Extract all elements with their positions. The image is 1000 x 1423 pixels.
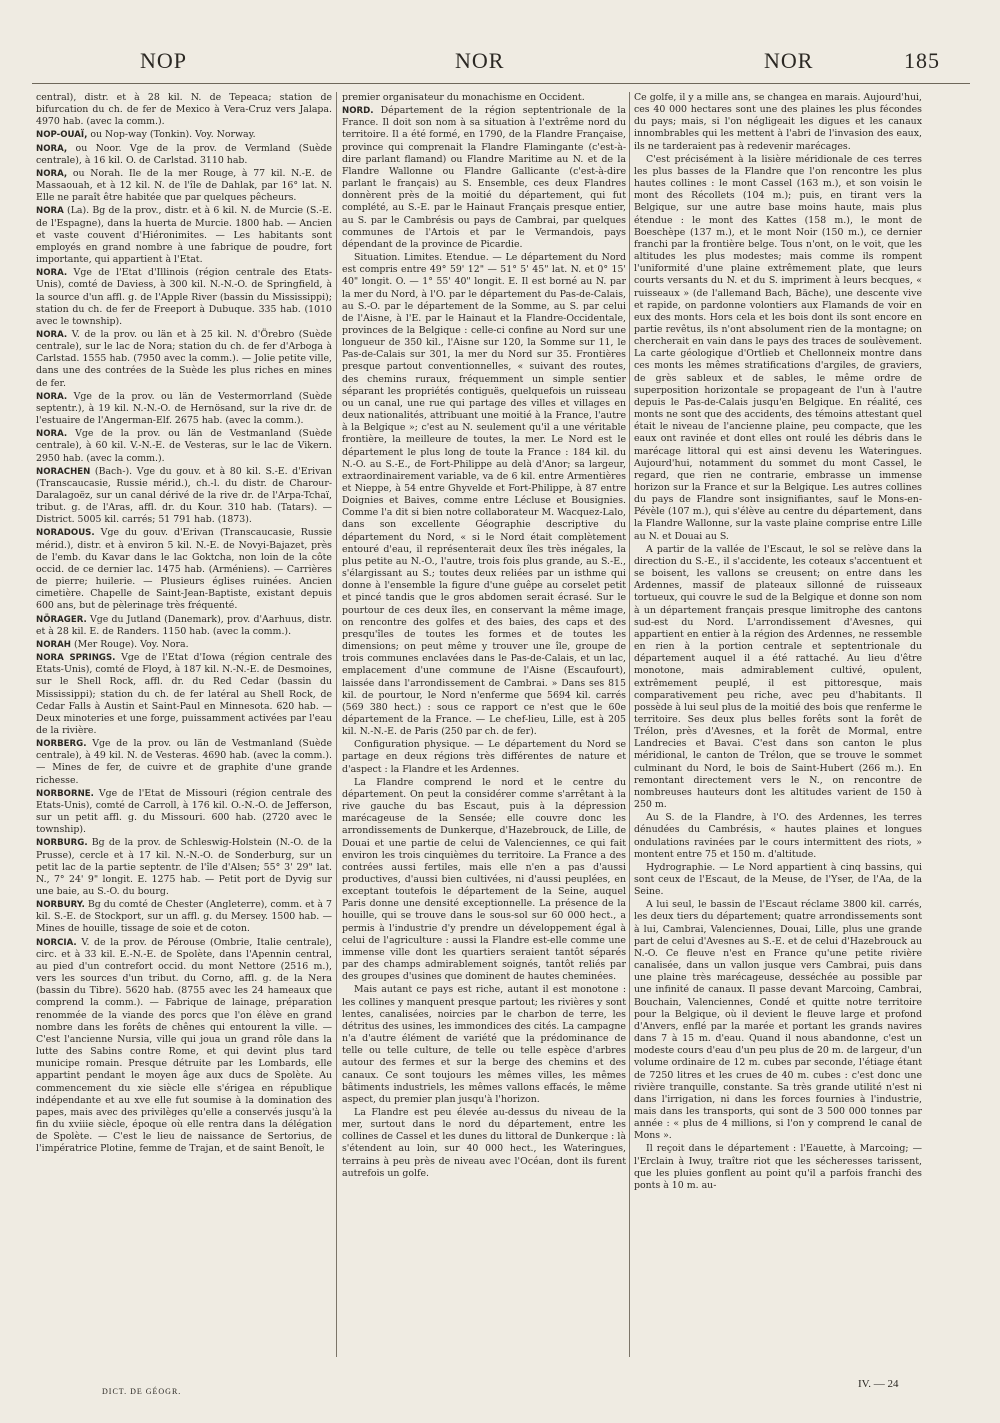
dictionary-entry bbox=[36, 899, 332, 935]
running-header bbox=[0, 48, 1000, 78]
entry-text: Département de la région septentrionale de la France. Il doit son nom à sa situation à l'extrême nord du territoire. Il a été formé, en 1790, de la Flandre Française, province qui comprenait la Flandre Flamingante (c'est-à-dire parlant flamand) ou Flandre Maritime au N. et de la Flandre Wallonne ou Flandre Gallicante (c'est-à-dire parlant le français) au S. Ensemble, ces deux Flandres donnèrent près de la moitié du département, qui fut complété, au S.-E. par le Hainaut Français presque entier, au S. par le Cambrésis ou pays de Cambrai, par quelques communes de l'Artois et par le Vermandois, pays dépendant de la province de Picardie. bbox=[342, 105, 626, 250]
dictionary-entry bbox=[634, 154, 922, 543]
dictionary-entry bbox=[36, 391, 332, 427]
dictionary-entry bbox=[36, 92, 332, 128]
entry-text: Ce golfe, il y a mille ans, se changea en marais. Aujourd'hui, ces 40 000 hectares sont une des plaines les plus fécondes du pays; mais, si l'on négligeait les digues et les canaux innombrables qui les mettent à l'abri de l'invasion des eaux, ils ne tarderaient pas à redevenir marécages. bbox=[634, 92, 922, 152]
header-rule bbox=[32, 83, 970, 84]
dictionary-entry bbox=[634, 899, 922, 1142]
dictionary-entry bbox=[634, 544, 922, 811]
dictionary-entry bbox=[342, 105, 626, 251]
entry-headword: NÖRAGER. bbox=[36, 614, 87, 625]
dictionary-entry bbox=[36, 788, 332, 837]
entry-text: Vge du gouv. d'Erivan (Transcaucasie, Russie mérid.), distr. et à environ 5 kil. N.-E. de Novyi-Bajazet, près de l'emb. du Kavar dans le lac Goktcha, non loin de la côte occid. de ce dernier lac. 1475 hab. (Arméniens). — Carrières de pierre; huilerie. — Plusieurs églises ruinées. Ancien cimetière. Chapelle de Saint-Jean-Baptiste, existant depuis 600 ans, but de pèlerinage très fréquenté. bbox=[36, 527, 332, 612]
dictionary-entry bbox=[634, 1143, 922, 1192]
dictionary-entry bbox=[36, 937, 332, 1156]
dictionary-entry bbox=[342, 252, 626, 738]
entry-headword: NORBORNE. bbox=[36, 788, 94, 799]
dictionary-entry bbox=[36, 639, 332, 651]
entry-text: V. de la prov. de Pérouse (Ombrie, Italie centrale), circ. et à 33 kil. E.-N.-E. de Spolète, dans l'Apennin central, au pied d'un contrefort occid. du mont Nettore (2516 m.), vers les sources d'un tribut. du Corno, affl. g. de la Nera (bassin du Tibre). 5620 hab. (8755 avec les 24 hameaux que comprend la comm.). — Fabrique de lainage, préparation renommée de la viande des porcs que l'on élève en grand nombre dans les forêts de chênes qui entourent la ville. — C'est l'ancienne Nursia, ville qui joua un grand rôle dans la lutte des Sabins contre Rome, et qui devint plus tard municipe romain. Presque détruite par les Lombards, elle appartint pendant le moyen âge aux ducs de Spolète. Au commencement du xie siècle elle s'érigea en république indépendante et au xve elle fut soumise à la domination des papes, mais avec des privilèges qu'elle a conservés jusqu'à la fin du xviiie siècle, époque où elle rentra dans la délégation de Spolète. — C'est le lieu de naissance de Sertorius, de l'impératrice Plotine, femme de Trajan, et de saint Benoît, le bbox=[36, 936, 332, 1155]
dictionary-entry bbox=[634, 92, 922, 153]
header-right: NOR bbox=[764, 48, 814, 73]
entry-text: Il reçoit dans le département : l'Eauette, à Marcoing; — l'Erclain à Iwuy, traître riot que les sécheresses tarissent, que les pluies gonflent au point qu'il a parfois franchi des ponts à 10 m. au- bbox=[634, 1143, 922, 1191]
entry-text: Au S. de la Flandre, à l'O. des Ardennes, les terres dénudées du Cambrésis, « hautes plaines et longues ondulations ravinées par le cours intermittent des riots, » montent entre 75 et 150 m. d'altitude. bbox=[634, 812, 922, 860]
entry-headword: NORA, bbox=[36, 168, 68, 179]
entry-text: C'est précisément à la lisière méridionale de ces terres les plus basses de la Flandre que l'on rencontre les plus hautes collines : le mont Cassel (163 m.), et son voisin le mont des Récollets (104 m.); puis, en tirant vers la Belgique, sur une autre base moins haute, mais plus étendue : le mont des Kattes (158 m.), le mont de Boeschèpe (137 m.), et le mont Noir (150 m.), ce dernier franchi par la frontière belge. Tous n'ont, on le voit, que les altitudes les plus modestes; mais comme ils rompent l'uniformité d'une plaine extrêmement plate, que leurs courts versants du N. et du S. impriment à leurs becques, « ruisseaux » (de l'allemand Bach, Bäche), une descente vive et rapide, on pardonne volontiers aux Flamands de voir en eux des monts. Hors cela et les bois dont ils sont encore en partie revêtus, ils n'ont absolument rien de la montagne; on chercherait en vain dans le pays des traces de soulèvement. La carte géologique d'Ortlieb et Chellonneix montre dans ces monts les mêmes stratifications d'argiles, de graviers, de grès sableux et de sables, le même ordre de superposition horizontale se propageant de l'un à l'autre depuis le Pas-de-Calais jusqu'en Belgique. En réalité, ces monts ne sont que des accidents, des témoins attestant quel était le niveau de l'ancienne plaine, peu compacte, que les eaux ont ravinée et dont elles ont roulé les débris dans le marécage littoral qui est ainsi devenu les Wateringues. Aujourd'hui, notamment du sommet du mont Cassel, le regard, que rien ne contrarie, embrasse un immense horizon sur la France et sur la Belgique. Les autres collines du pays de Flandre sont insignifiantes, sauf le Mons-en-Pévèle (107 m.), qui s'élève au centre du département, dans la Flandre Wallonne, sur la vaste plaine comprise entre Lille au N. et Douai au S. bbox=[634, 153, 922, 542]
entry-text: premier organisateur du monachisme en Occident. bbox=[342, 92, 585, 103]
page-number: 185 bbox=[904, 48, 940, 73]
entry-headword: NORA, bbox=[36, 143, 68, 154]
dictionary-entry bbox=[342, 984, 626, 1106]
dictionary-entry bbox=[36, 168, 332, 204]
entry-text: A partir de la vallée de l'Escaut, le sol se relève dans la direction du S.-E., il s'accidente, les coteaux s'accentuent et se boisent, les vallons se creusent; on entre dans les Ardennes, massif de plateaux sillonné de ruisseaux tortueux, qui couvre le sud de la Belgique et donne son nom à un département français presque limitrophe des cantons sud-est du Nord. L'arrondissement d'Avesnes, qui appartient en entier à la région des Ardennes, ne ressemble en rien à la portion centrale et septentrionale du département auquel il a été rattaché. Au lieu d'être monotone, mais admirablement cultivé, opulent, extrêmement peuplé, il est pittoresque, mais comparativement peu riche, avec peu d'habitants. Il possède à lui seul plus de la moitié des bois que renferme le territoire. Ses deux plus belles forêts sont la forêt de Trélon, près d'Avesnes, et la forêt de Mormal, entre Landrecies et Bavai. C'est dans son canton le plus méridional, le canton de Trélon, que se trouve le sommet culminant du Nord, le bois de Saint-Hubert (266 m.). En remontant directement vers le N., on rencontre de nombreuses hauteurs dont les altitudes varient de 150 à 250 m. bbox=[634, 543, 922, 811]
column-divider bbox=[629, 92, 630, 1357]
entry-text: ou Noor. Vge de la prov. de Vermland (Suède centrale), à 16 kil. O. de Carlstad. 3110 hab. bbox=[36, 142, 332, 166]
dictionary-entry bbox=[342, 739, 626, 775]
column-2 bbox=[342, 92, 626, 1374]
entry-text: La Flandre comprend le nord et le centre du département. On peut la considérer comme s'arrêtant à la rive gauche du bas Escaut, puis à la dépression marécageuse de la Sensée; elle couvre donc les arrondissements de Dunkerque, d'Hazebrouck, de Lille, de Douai et une partie de celui de Valenciennes, ce qui fait environ les trois cinquièmes du territoire. La France a des contrées aussi fertiles, mais elle n'en a pas d'aussi productives, d'aussi bien cultivées, ni d'aussi peuplées, en exceptant toutefois le département de la Seine, auquel Paris donne une densité exceptionnelle. La présence de la houille, qui se trouve dans le sous-sol sur 60 000 hect., a permis à l'industrie d'y prendre un développement égal à celui de l'agriculture : aussi la Flandre est-elle comme une immense ville dont les quartiers seraient tantôt séparés par des champs admirablement soignés, tantôt reliés par des groupes d'usines que dominent de hautes cheminées. bbox=[342, 776, 626, 983]
entry-text: (La). Bg de la prov., distr. et à 6 kil. N. de Murcie (S.-E. de l'Espagne), dans la huerta de Murcie. 1800 hab. — Ancien et vaste couvent d'Hiéronimites. — Les habitants sont employés en grand nombre à une fabrique de poudre, fort importante, qui appartient à l'Etat. bbox=[36, 205, 332, 266]
entry-headword: NORCIA. bbox=[36, 937, 77, 948]
entry-headword: NORA bbox=[36, 206, 64, 217]
entry-text: La Flandre est peu élevée au-dessus du niveau de la mer, surtout dans le nord du département, entre les collines de Cassel et les dunes du littoral de Dunkerque : là s'étendent au loin, sur 40 000 hect., les Wateringues, terrains à peu près de niveau avec l'Océan, dont ils furent autrefois un golfe. bbox=[342, 1106, 626, 1179]
dictionary-entry bbox=[36, 527, 332, 612]
dictionary-entry bbox=[36, 129, 332, 141]
dictionary-entry bbox=[36, 652, 332, 737]
dictionary-entry bbox=[36, 738, 332, 787]
entry-headword: NORACHEN bbox=[36, 466, 91, 477]
entry-text: Vge de la prov. ou län de Vestmanland (Suède centrale), à 49 kil. N. de Vesteras. 4690 hab. (avec la comm.). — Mines de fer, de cuivre et de graphite d'une grande richesse. bbox=[36, 738, 332, 786]
entry-headword: NORA. bbox=[36, 429, 68, 440]
entry-headword: NORA. bbox=[36, 391, 68, 402]
entry-text: Vge du Jutland (Danemark), prov. d'Aarhuus, distr. et à 28 kil. E. de Randers. 1150 hab. (avec la comm.). bbox=[36, 613, 332, 637]
dictionary-entry bbox=[634, 862, 922, 898]
entry-text: Mais autant ce pays est riche, autant il est monotone : les collines y manquent presque partout; les rivières y sont lentes, canalisées, noircies par le charbon de terre, les détritus des usines, les immondices des cités. La campagne n'a d'autre élément de variété que la prédominance de telle ou telle culture, de telle ou telle espèce d'arbres autour des fermes et sur la berge des chemins et des canaux. Ce sont toujours les mêmes villes, les mêmes bâtiments industriels, les mêmes vallons effacés, le même aspect, du premier plan jusqu'à l'horizon. bbox=[342, 984, 626, 1105]
header-middle: NOR bbox=[455, 48, 505, 73]
entry-headword: NORD. bbox=[342, 106, 374, 117]
dictionary-entry bbox=[36, 205, 332, 266]
entry-text: Configuration physique. — Le département du Nord se partage en deux régions très différentes de nature et d'aspect : la Flandre et les Ardennes. bbox=[342, 739, 626, 775]
footer-signature: DICT. DE GÉOGR. bbox=[102, 1387, 182, 1396]
dictionary-entry bbox=[36, 614, 332, 638]
entry-headword: NORBURG. bbox=[36, 838, 88, 849]
column-3 bbox=[634, 92, 922, 1374]
entry-headword: NORA. bbox=[36, 329, 68, 340]
entry-text: ou Norah. Ile de la mer Rouge, à 77 kil. N.-E. de Massaouah, et à 12 kil. N. de l'île de Dahlak, par 16° lat. N. Elle ne paraît être habitée que par quelques pêcheurs. bbox=[36, 167, 332, 204]
entry-headword: NORAH bbox=[36, 639, 71, 650]
dictionary-entry bbox=[36, 143, 332, 167]
entry-text: central), distr. et à 28 kil. N. de Tepeaca; station de bifurcation du ch. de fer de Mexico à Vera-Cruz vers Jalapa. 4970 hab. (avec la comm.). bbox=[36, 92, 332, 128]
entry-text: Vge de l'Etat de Missouri (région centrale des Etats-Unis), comté de Carroll, à 176 kil. O.-N.-O. de Jefferson, sur un petit affl. g. du Missouri. 600 hab. (2720 avec le township). bbox=[36, 787, 332, 836]
entry-text: A lui seul, le bassin de l'Escaut réclame 3800 kil. carrés, les deux tiers du département; quatre arrondissements sont à lui, Cambrai, Valenciennes, Douai, Lille, plus une grande part de celui d'Avesnes au S.-E. et de celui d'Hazebrouck au N.-O. Ce fleuve n'est en France qu'une petite rivière canalisée, dans un vallon jusque vers Cambrai, puis dans une plaine très marécageuse, desséchée au possible par une infinité de canaux. Il passe devant Marcoing, Cambrai, Bouchain, Valenciennes, Condé et quitte notre territoire pour la Belgique, où il devient le fleuve large et profond d'Anvers, enflé par la marée et portant les grands navires dans 7 à 15 m. d'eau. Quand il nous abandonne, c'est un modeste cours d'eau d'un peu plus de 20 m. de largeur, d'un volume ordinaire de 12 m. cubes par seconde, l'étiage étant de 7250 litres et les crues de 40 m. cubes : c'est donc une rivière tranquille, constante. Sa très grande utilité n'est ni dans l'irrigation, ni dans les forces fournies à l'industrie, mais dans les transports, qui sont de 3 500 000 tonnes par année : « plus de 4 millions, si l'on y comprend le canal de Mons ». bbox=[634, 899, 922, 1142]
entry-text: Vge de l'Etat d'Illinois (région centrale des Etats-Unis), comté de Daviess, à 300 kil. N.-N.-O. de Springfield, à la source d'un affl. g. de l'Apple River (bassin du Mississippi); station du ch. de fer de Freeport à Dubuque. 335 hab. (1010 avec le township). bbox=[36, 267, 332, 327]
footer-volume: IV. — 24 bbox=[858, 1378, 899, 1390]
dictionary-entry bbox=[634, 812, 922, 861]
dictionary-entry bbox=[342, 1107, 626, 1180]
dictionary-entry bbox=[342, 777, 626, 984]
dictionary-entry bbox=[36, 837, 332, 898]
entry-headword: NORA SPRINGS. bbox=[36, 653, 116, 664]
entry-text: Vge de la prov. ou län de Vestermorrland (Suède septentr.), à 19 kil. N.-N.-O. de Hernösand, sur la rive dr. de l'estuaire de l'Angerman-Elf. 2675 hab. (avec la comm.). bbox=[36, 390, 332, 427]
entry-text: V. de la prov. ou län et à 25 kil. N. d'Örebro (Suède centrale), sur le lac de Nora; station du ch. de fer d'Arboga à Carlstad. 1555 hab. (7950 avec la comm.). — Jolie petite ville, dans une des contrées de la Suède les plus riches en mines de fer. bbox=[36, 328, 332, 389]
column-1 bbox=[36, 92, 332, 1374]
entry-headword: NORBURY. bbox=[36, 900, 85, 911]
entry-text: Bg de la prov. de Schleswig-Holstein (N.-O. de la Prusse), cercle et à 17 kil. N.-N.-O. de Sonderburg, sur un petit lac de la partie septentr. de l'île d'Alsen; 55° 3' 29" lat. N., 7° 24' 9" longit. E. 1275 hab. — Petit port de Dyvig sur une baie, au S.-O. du bourg. bbox=[36, 837, 332, 897]
entry-text: (Mer Rouge). Voy. Nora. bbox=[70, 638, 189, 650]
entry-headword: NORA. bbox=[36, 268, 68, 279]
entry-text: Vge de l'Etat d'Iowa (région centrale des Etats-Unis), comté de Floyd, à 187 kil. N.-N.-E. de Desmoines, sur le Shell Rock, affl. dr. du Red Cedar (bassin du Mississippi); station du ch. de fer latéral au Shell Rock, de Cedar Falls à Austin et Saint-Paul en Minnesota. 620 hab. — Deux minoteries et une forge, puissamment activées par l'eau de la rivière. bbox=[36, 652, 332, 736]
dictionary-entry bbox=[36, 329, 332, 390]
entry-headword: NORBERG. bbox=[36, 739, 87, 750]
entry-text: Hydrographie. — Le Nord appartient à cinq bassins, qui sont ceux de l'Escaut, de la Meuse, de l'Yser, de l'Aa, de la Seine. bbox=[634, 861, 922, 898]
entry-text: ou Nop-way (Tonkin). Voy. Norway. bbox=[87, 129, 256, 141]
dictionary-entry bbox=[36, 428, 332, 464]
dictionary-entry bbox=[342, 92, 626, 104]
entry-text: (Bach-). Vge du gouv. et à 80 kil. S.-E. d'Erivan (Transcaucasie, Russie mérid.), ch.-l. du distr. de Charour-Daralagoëz, sur un canal dérivé de la rive dr. de l'Arpa-Tchaï, tribut. g. de l'Aras, affl. dr. du Kour. 310 hab. (Tatars). — District. 5005 kil. carrés; 51 791 hab. (1873). bbox=[36, 465, 332, 526]
column-divider bbox=[336, 92, 337, 1357]
entry-text: Vge de la prov. ou län de Vestmanland (Suède centrale), à 60 kil. V.-N.-E. de Vesteras, sur le lac de Vikern. 2950 hab. (avec la comm.). bbox=[36, 428, 332, 464]
entry-headword: NORADOUS. bbox=[36, 528, 95, 539]
entry-headword: NOP-OUAÏ, bbox=[36, 130, 88, 141]
dictionary-entry bbox=[36, 466, 332, 527]
dictionary-entry bbox=[36, 267, 332, 328]
entry-text: Situation. Limites. Etendue. — Le département du Nord est compris entre 49° 59' 12" — 51° 5' 45" lat. N. et 0° 15' 40" longit. O. — 1° 55' 40" longit. E. Il est borné au N. par la mer du Nord, à l'O. par le département du Pas-de-Calais, au S.-O. par le département de la Somme, au S. par celui de l'Aisne, à l'E. par le Hainaut et la Flandre-Occidentale, provinces de la Belgique : celle-ci confine au Nord sur une longueur de 350 kil., l'Aisne sur 120, la Somme sur 11, le Pas-de-Calais sur 301, la mer du Nord sur 35. Frontières presque partout conventionnelles, « suivant des routes, des chemins ruraux, fréquemment un simple sentier séparant les propriétés contiguës, quelquefois un ruisseau ou un canal, une rue qui partage des villes et villages en deux nationalités, attribuant une moitié à la France, l'autre à la Belgique »; c'est au N. seulement qu'il a une véritable frontière, la meilleure de toutes, la mer. Le Nord est le département le plus long de toute la France : 184 kil. du N.-O. au S.-E., de Fort-Philippe au delà d'Anor; sa largeur, extraordinairement variable, va de 6 kil. entre Armentières et Nieppe, à 54 entre Ghyvelde et Fort-Philippe, à 87 entre Doignies et Baives, comme entre Lécluse et Bousignies. Comme l'a dit si bien notre collaborateur M. Wacquez-Lalo, dans son excellente Géographie descriptive du département du Nord, « si le Nord était complètement entouré d'eau, il représenterait deux îles très inégales, la plus petite au N.-O., l'autre, trois fois plus grande, au S.-E., s'élargissant au S.; toutes deux reliées par un isthme qui donne à l'ensemble la figure d'une guêpe au corselet petit et pincé tandis que le gros abdomen serait écrasé. Sur le pourtour de ces deux îles, en conservant la même image, on rencontre des golfes et des baies, des caps et des presqu'îles de toutes les formes et de toutes les dimensions; on peut même y trouver une île, groupe de trois communes enclavées dans le Pas-de-Calais, et un lac, emplacement d'une commune de l'Aisne (Escaufourt), laissée dans l'arrondissement de Cambrai. » Dans ses 815 kil. de pourtour, le Nord n'enferme que 5694 kil. carrés (569 380 hect.) : sous ce rapport ce n'est que le 60e département de la France. — Le chef-lieu, Lille, est à 205 kil. N.-N.-E. de Paris (250 par ch. de fer). bbox=[342, 252, 626, 738]
header-left: NOP bbox=[140, 48, 188, 73]
entry-text: Bg du comté de Chester (Angleterre), comm. et à 7 kil. S.-E. de Stockport, sur un affl. g. du Mersey. 1500 hab. — Mines de houille, tissage de soie et de coton. bbox=[36, 899, 332, 935]
